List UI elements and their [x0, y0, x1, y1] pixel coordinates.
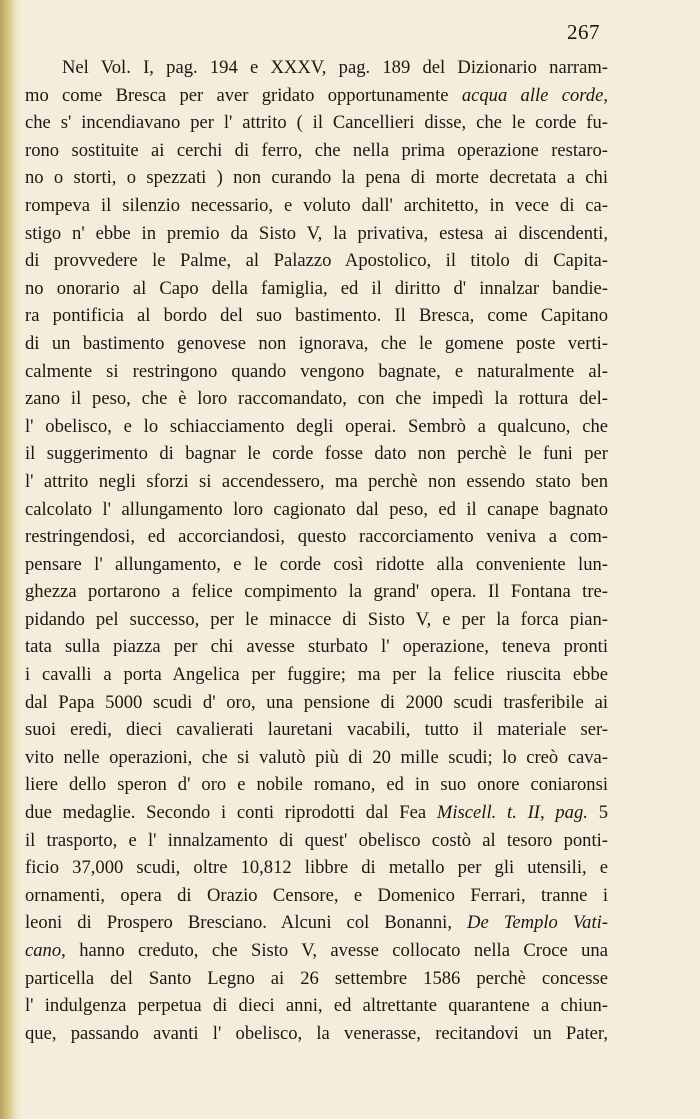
- body-text: [25, 54, 608, 1047]
- text-line: ra pontificia al bordo del suo bastimento. Il Bresca, come Capitano: [25, 305, 608, 327]
- text-line: restringendosi, ed accorciandosi, questo raccorciamento veniva a com-: [25, 526, 608, 548]
- text-line: due medaglie. Secondo i conti riprodotti dal Fea Miscell. t. II, pag. 5: [25, 802, 608, 824]
- text-line: ficio 37,000 scudi, oltre 10,812 libbre di metallo per gli utensili, e: [25, 857, 608, 879]
- text-line: que, passando avanti l' obelisco, la venerasse, recitandovi un Pater,: [25, 1022, 608, 1044]
- text-line: pidando pel successo, per le minacce di Sisto V, e per la forca pian-: [25, 608, 608, 630]
- page-number: 267: [567, 20, 600, 44]
- text-line: liere dello speron d' oro e nobile romano, ed in suo onore coniaronsi: [25, 774, 608, 796]
- text-line: Nel Vol. I, pag. 194 e XXXV, pag. 189 del Dizionario narram-: [62, 57, 608, 78]
- text-line: no onorario al Capo della famiglia, ed il diritto d' innalzar bandie-: [25, 277, 608, 299]
- text-line: zano il peso, che è loro raccomandato, con che impedì la rottura del-: [25, 388, 608, 410]
- text-line: rompeva il silenzio necessario, e voluto dall' architetto, in vece di ca-: [25, 194, 608, 216]
- text-line: il trasporto, e l' innalzamento di quest' obelisco costò al tesoro ponti-: [25, 829, 608, 851]
- text-line: particella del Santo Legno ai 26 settembre 1586 perchè concesse: [25, 967, 608, 989]
- text-line: suoi eredi, dieci cavalierati lauretani vacabili, tutto il materiale ser-: [25, 719, 608, 741]
- text-line: calcolato l' allungamento loro cagionato dal peso, ed il canape bagnato: [25, 498, 608, 520]
- page-binding-shadow: [0, 0, 22, 1119]
- text-line: vito nelle operazioni, che si valutò più di 20 mille scudi; lo creò cava-: [25, 746, 608, 768]
- text-line: rono sostituite ai cerchi di ferro, che nella prima operazione restaro-: [25, 139, 608, 161]
- text-line: mo come Bresca per aver gridato opportunamente acqua alle corde,: [25, 84, 608, 106]
- text-line: l' attrito negli sforzi si accendessero, ma perchè non essendo stato ben: [25, 470, 608, 492]
- text-line: leoni di Prospero Bresciano. Alcuni col Bonanni, De Templo Vati-: [25, 912, 608, 934]
- text-line: che s' incendiavano per l' attrito ( il Cancellieri disse, che le corde fu-: [25, 112, 608, 134]
- text-line: pensare l' allungamento, e le corde così ridotte alla conveniente lun-: [25, 553, 608, 575]
- text-line: l' indulgenza perpetua di dieci anni, ed altrettante quarantene a chiun-: [25, 995, 608, 1017]
- text-line: i cavalli a porta Angelica per fuggire; ma per la felice riuscita ebbe: [25, 664, 608, 686]
- text-line: ghezza portarono a felice compimento la grand' opera. Il Fontana tre-: [25, 581, 608, 603]
- text-line: dal Papa 5000 scudi d' oro, una pensione di 2000 scudi trasferibile ai: [25, 691, 608, 713]
- text-line: cano, hanno creduto, che Sisto V, avesse collocato nella Croce una: [25, 940, 608, 961]
- text-line: il suggerimento di bagnar le corde fosse dato non perchè le funi per: [25, 443, 608, 465]
- text-line: stigo n' ebbe in premio da Sisto V, la privativa, estesa ai discendenti,: [25, 222, 608, 244]
- text-line: tata sulla piazza per chi avesse sturbato l' operazione, teneva pronti: [25, 636, 608, 658]
- text-line: calmente si restringono quando vengono bagnate, e naturalmente al-: [25, 360, 608, 382]
- text-line: di provvedere le Palme, al Palazzo Apostolico, il titolo di Capita-: [25, 250, 608, 272]
- text-line: ornamenti, opera di Orazio Censore, e Domenico Ferrari, tranne i: [25, 884, 608, 906]
- text-line: no o storti, o spezzati ) non curando la pena di morte decretata a chi: [25, 167, 608, 189]
- text-line: di un bastimento genovese non ignorava, che le gomene poste verti-: [25, 332, 608, 354]
- text-line: l' obelisco, e lo schiacciamento degli operai. Sembrò a qualcuno, che: [25, 415, 608, 437]
